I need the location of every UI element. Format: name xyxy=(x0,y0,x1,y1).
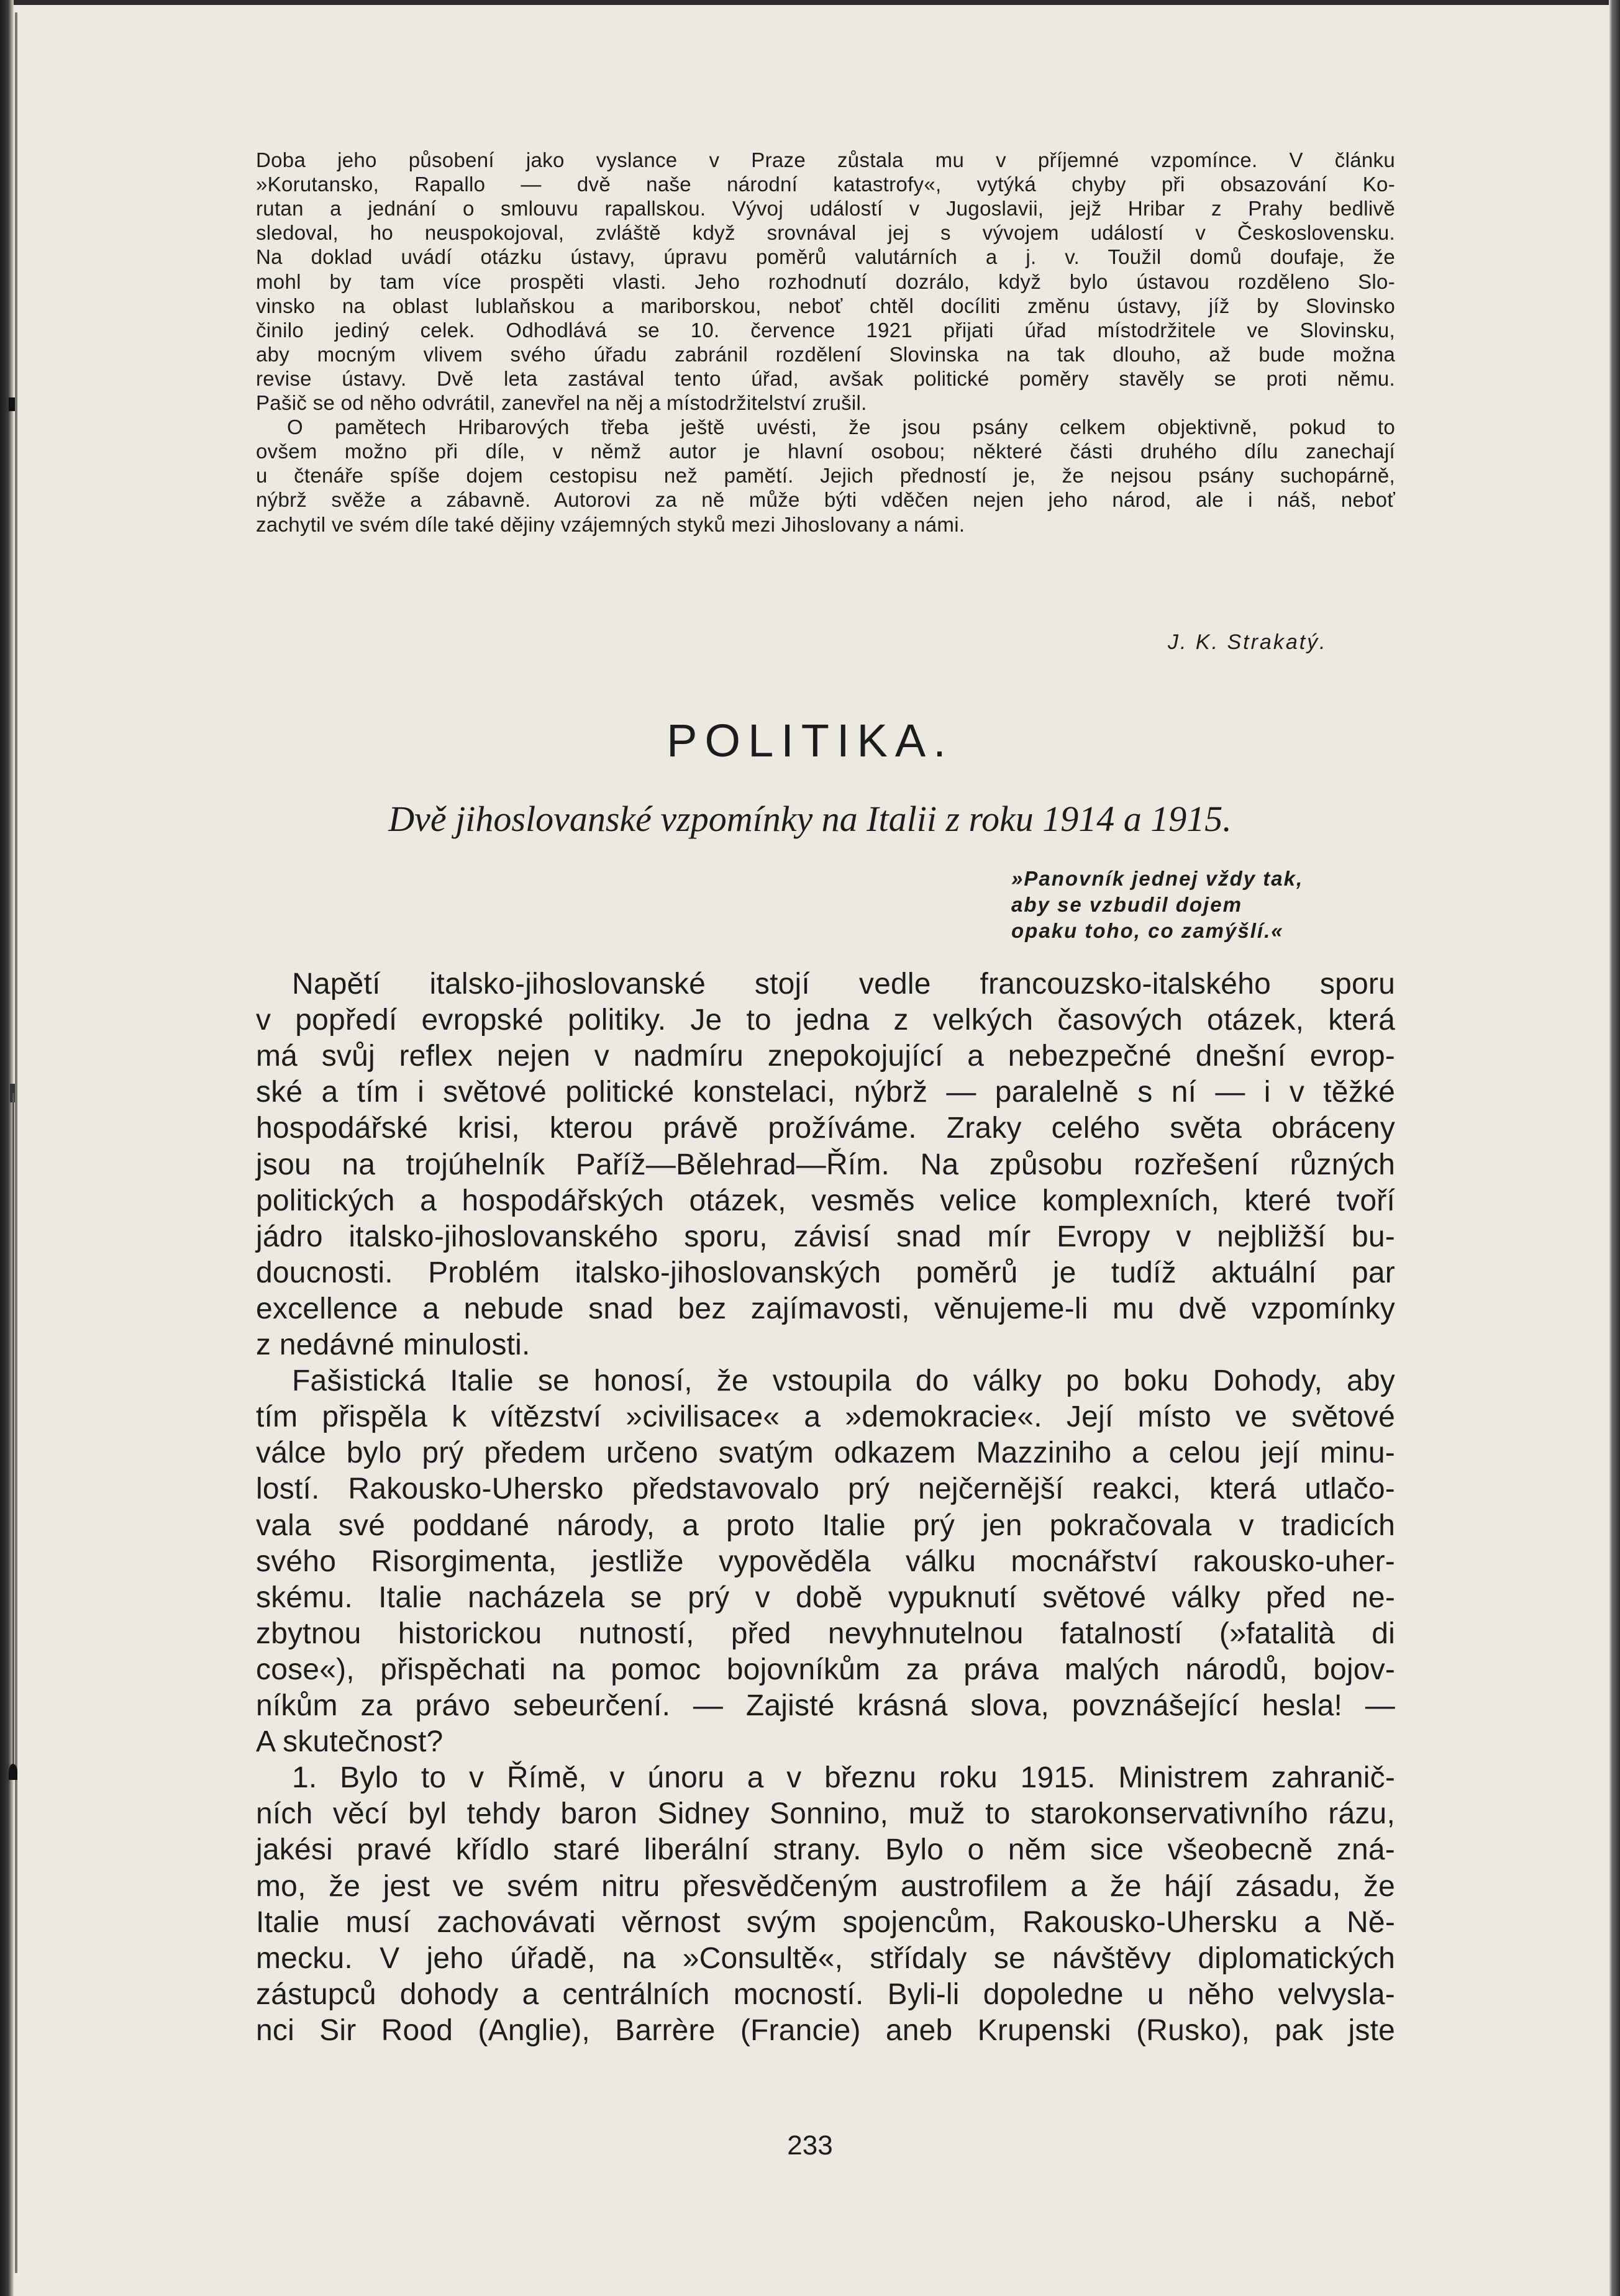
body-line: hospodářské krisi, kterou právě prožíváme. Zraky celého světa obráceny xyxy=(256,1112,1395,1145)
margin-rule xyxy=(12,1093,14,1764)
epigraph-line: aby se vzbudil dojem xyxy=(1011,893,1242,916)
body-line: ské a tím i světové politické konstelaci, nýbrž — paralelně s ní — i v těžké xyxy=(256,1076,1395,1109)
section-heading: POLITIKA. xyxy=(667,715,953,766)
review-line: činilo jediný celek. Odhodlává se 10. července 1921 přijati úřad místodržitele ve Slovinsku, xyxy=(256,318,1395,342)
article-title: Dvě jihoslovanské vzpomínky na Italii z roku 1914 a 1915. xyxy=(388,799,1232,839)
body-line: jádro italsko-jihoslovanského sporu, závisí snad mír Evropy v nejbližší bu- xyxy=(256,1220,1395,1253)
body-line: cose«), přispěchati na pomoc bojovníkům za práva malých národů, bojov- xyxy=(256,1653,1395,1686)
review-line: ovšem možno při díle, v němž autor je hlavní osobou; některé části druhého dílu zanechají xyxy=(256,440,1395,463)
body-line: doucnosti. Problém italsko-jihoslovanských poměrů je tudíž aktuální par xyxy=(256,1256,1395,1289)
body-line: Fašistická Italie se honosí, že vstoupila do války po boku Dohody, aby xyxy=(292,1364,1395,1398)
body-line: svého Risorgimenta, jestliže vypověděla válku mocnářství rakousko-uher- xyxy=(256,1545,1395,1578)
body-line: níkům za právo sebeurčení. — Zajisté krásná slova, povznášející hesla! — xyxy=(256,1689,1395,1722)
body-line: mo, že jest ve svém nitru přesvědčeným austrofilem a že hájí zásadu, že xyxy=(256,1869,1395,1903)
body-line: tím přispěla k vítězství »civilisace« a »demokracie«. Její místo ve světové xyxy=(256,1400,1395,1434)
body-line: excellence a nebude snad bez zajímavosti, věnujeme-li mu dvě vzpomínky xyxy=(256,1292,1395,1325)
body-line: politických a hospodářských otázek, vesměs velice komplexních, které tvoří xyxy=(256,1184,1395,1217)
epigraph-line: opaku toho, co zamýšlí.« xyxy=(1011,919,1284,942)
body-line: zástupců dohody a centrálních mocností. Byli-li dopoledne u něho velvysla- xyxy=(256,1977,1395,2011)
body-line: lostí. Rakousko-Uhersko představovalo prý nejčernější reakci, která utlačo- xyxy=(256,1472,1395,1506)
review-line: vinsko na oblast lublaňskou a mariborskou, neboť chtěl docíliti změnu ústavy, jíž by Slovinsko xyxy=(256,294,1395,317)
body-line: ních věcí byl tehdy baron Sidney Sonnino, muž to starokonservativního rázu, xyxy=(256,1797,1395,1831)
review-line: Doba jeho působení jako vyslance v Praze zůstala mu v příjemné vzpomínce. V článku xyxy=(256,148,1395,171)
body-line: 1. Bylo to v Římě, v únoru a v březnu roku 1915. Ministrem zahranič- xyxy=(292,1761,1395,1795)
binding-line xyxy=(15,12,17,2273)
body-line: vala své poddané národy, a proto Italie prý jen pokračovala v tradicích xyxy=(256,1509,1395,1542)
review-line: aby mocným vlivem svého úřadu zabránil rozdělení Slovinska na tak dlouho, až bude možna xyxy=(256,342,1395,366)
body-line: Italie musí zachovávati věrnost svým spojencům, Rakousko-Uhersku a Ně- xyxy=(256,1905,1395,1939)
body-line: válce bylo prý předem určeno svatým odkazem Mazziniho a celou její minu- xyxy=(256,1436,1395,1470)
review-line: O pamětech Hribarových třeba ještě uvésti, že jsou psány celkem objektivně, pokud to xyxy=(287,415,1395,439)
body-line: A skutečnost? xyxy=(256,1725,444,1759)
body-line: jakési pravé křídlo staré liberální strany. Bylo o něm sice všeobecně zná- xyxy=(256,1833,1395,1867)
review-line: nýbrž svěže a zábavně. Autorovi za ně může býti vděčen nejen jeho národ, ale i náš, neboť xyxy=(256,488,1395,512)
body-line: jsou na trojúhelník Paříž—Bělehrad—Řím. Na způsobu rozřešení různých xyxy=(256,1148,1395,1181)
review-line: u čtenáře spíše dojem cestopisu než pamětí. Jejich předností je, že nejsou psány suchopárně, xyxy=(256,464,1395,488)
epigraph-line: »Panovník jednej vždy tak, xyxy=(1011,867,1304,890)
page-top-edge xyxy=(0,0,1620,5)
review-line: mohl by tam více prospěti vlasti. Jeho rozhodnutí dozrálo, když bylo ústavou rozděleno Slo- xyxy=(256,270,1395,293)
review-line: Pašič se od něho odvrátil, zanevřel na něj a místodržitelství zrušil. xyxy=(256,391,867,414)
page-right-edge xyxy=(1609,0,1620,2296)
review-line: sledoval, ho neuspokojoval, zvláště když srovnával jej s vývojem událostí v Československu. xyxy=(256,221,1395,245)
body-line: skému. Italie nacházela se prý v době vypuknutí světové války před ne- xyxy=(256,1581,1395,1614)
body-line: Napětí italsko-jihoslovanské stojí vedle francouzsko-italského sporu xyxy=(292,968,1395,1001)
body-line: z nedávné minulosti. xyxy=(256,1328,530,1361)
body-line: zbytnou historickou nutností, před nevyhnutelnou fatalností (»fatalità di xyxy=(256,1617,1395,1650)
review-line: rutan a jednání o smlouvu rapallskou. Vývoj událostí v Jugoslavii, jejž Hribar z Prahy bedlivě xyxy=(256,197,1395,220)
book-spine-shadow xyxy=(0,0,14,2296)
review-line: revise ústavy. Dvě leta zastával tento úřad, avšak politické poměry stavěly se proti němu. xyxy=(256,366,1395,390)
margin-mark xyxy=(9,397,15,411)
review-line: zachytil ve svém díle také dějiny vzájemných styků mezi Jihoslovany a námi. xyxy=(256,512,965,536)
body-line: v popředí evropské politiky. Je to jedna z velkých časových otázek, která xyxy=(256,1004,1395,1037)
review-line: »Korutansko, Rapallo — dvě naše národní katastrofy«, vytýká chyby při obsazování Ko- xyxy=(256,173,1395,196)
page-number: 233 xyxy=(787,2130,833,2161)
review-signature: J. K. Strakatý. xyxy=(1168,630,1327,654)
body-line: má svůj reflex nejen v nadmíru znepokojující a nebezpečné dnešní evrop- xyxy=(256,1040,1395,1073)
review-line: Na doklad uvádí otázku ústavy, úpravu poměrů valutárních a j. v. Toužil domů doufaje, že xyxy=(256,245,1395,269)
epigraph xyxy=(1011,866,1303,944)
margin-mark xyxy=(9,1764,17,1780)
body-line: nci Sir Rood (Anglie), Barrère (Francie) aneb Krupenski (Rusko), pak jste xyxy=(256,2013,1395,2047)
body-line: mecku. V jeho úřadě, na »Consultě«, střídaly se návštěvy diplomatických xyxy=(256,1941,1395,1975)
